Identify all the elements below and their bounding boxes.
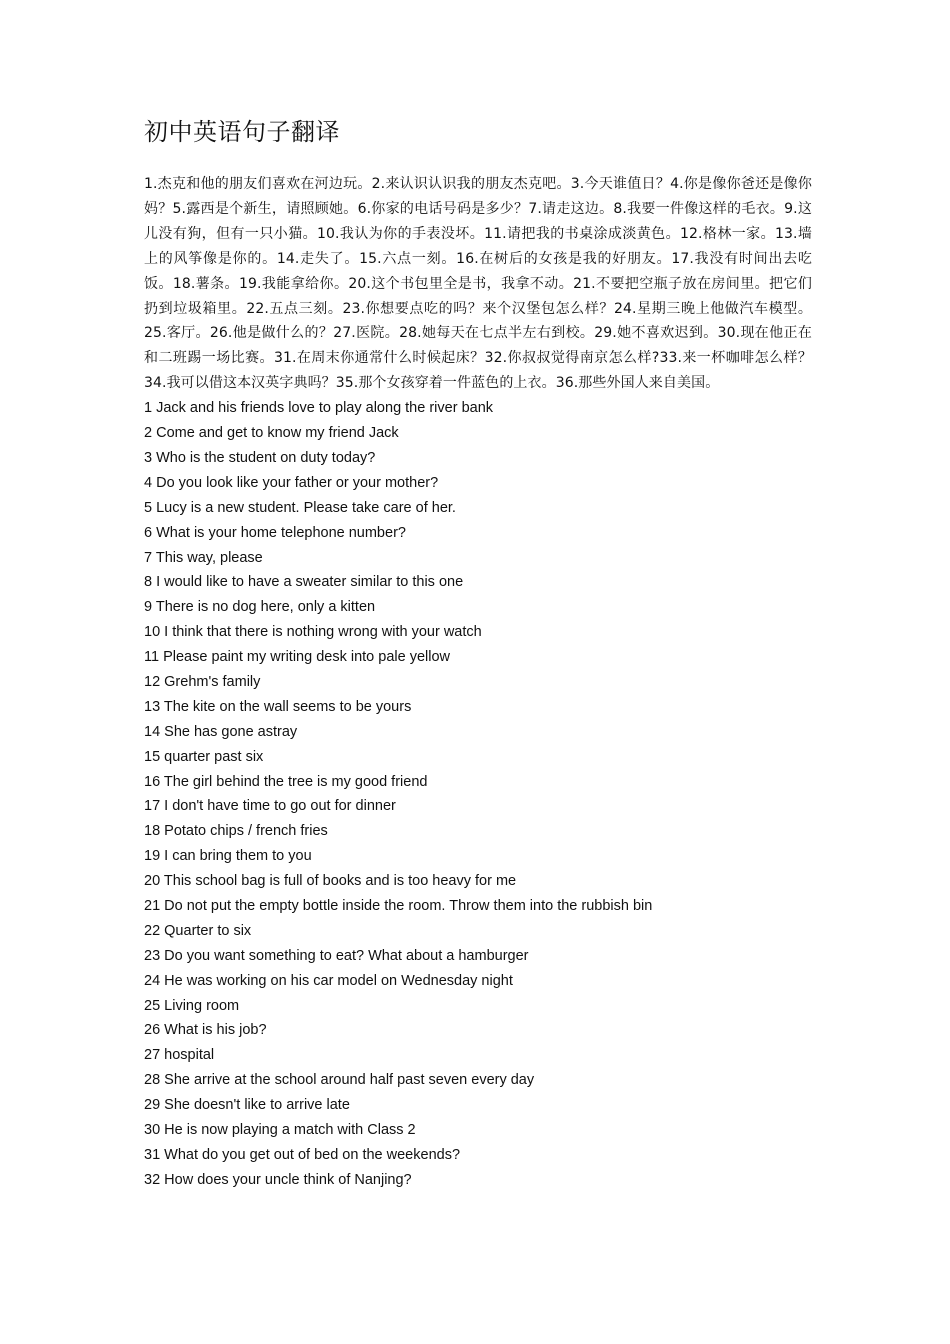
english-translation-line: 4 Do you look like your father or your mother? xyxy=(144,474,439,491)
document-page xyxy=(144,112,812,1193)
english-translation-line: 6 What is your home telephone number? xyxy=(144,524,406,541)
english-translation-line: 7 This way, please xyxy=(144,549,263,566)
english-translation-line: 11 Please paint my writing desk into pale yellow xyxy=(144,649,451,666)
chinese-sentences-paragraph: 1.杰克和他的朋友们喜欢在河边玩。2.来认识认识我的朋友杰克吧。3.今天谁值日？4.你是像你爸还是像你妈？5.露西是个新生，请照顾她。6.你家的电话号码是多少？7.请走这边。8.我要一件像这样的毛衣。9.这儿没有狗，但有一只小猫。10.我认为你的手表没坏。11.请把我的书桌涂成淡黄色。12.格林一家。13.墙上的风筝像是你的。14.走失了。15.六点一刻。16.在树后的女孩是我的好朋友。17.我没有时间出去吃饭。18.薯条。19.我能拿给你。20.这个书包里全是书，我拿不动。21.不要把空瓶子放在房间里。把它们扔到垃圾箱里。22.五点三刻。23.你想要点吃的吗？来个汉堡包怎么样？24.星期三晚上他做汽车模型。25.客厅。26.他是做什么的？27.医院。28.她每天在七点半左右到校。29.她不喜欢迟到。30.现在他正在和二班踢一场比赛。31.在周末你通常什么时候起床？32.你叔叔觉得南京怎么样?33.来一杯咖啡怎么样？34.我可以借这本汉英字典吗？35.那个女孩穿着一件蓝色的上衣。36.那些外国人来自美国。 xyxy=(144,176,812,392)
english-translations-list xyxy=(144,396,812,1193)
english-translation-line: 2 Come and get to know my friend Jack xyxy=(144,425,399,442)
english-translation-line: 8 I would like to have a sweater similar to this one xyxy=(144,574,464,591)
english-translation-line: 12 Grehm's family xyxy=(144,673,261,690)
english-translation-line: 14 She has gone astray xyxy=(144,723,298,740)
english-translation-line: 29 She doesn't like to arrive late xyxy=(144,1097,350,1114)
english-translation-line: 27 hospital xyxy=(144,1047,215,1064)
english-translation-line: 5 Lucy is a new student. Please take care of her. xyxy=(144,499,456,516)
english-translation-line: 22 Quarter to six xyxy=(144,922,252,939)
english-translation-line: 23 Do you want something to eat? What about a hamburger xyxy=(144,947,529,964)
english-translation-line: 3 Who is the student on duty today? xyxy=(144,449,376,466)
english-translation-line: 19 I can bring them to you xyxy=(144,848,312,865)
english-translation-line: 13 The kite on the wall seems to be yours xyxy=(144,698,412,715)
english-translation-line: 9 There is no dog here, only a kitten xyxy=(144,599,376,616)
english-translation-line: 18 Potato chips / french fries xyxy=(144,823,328,840)
english-translation-line: 21 Do not put the empty bottle inside the room. Throw them into the rubbish bin xyxy=(144,897,653,914)
english-translation-line: 26 What is his job? xyxy=(144,1022,267,1039)
english-translation-line: 20 This school bag is full of books and is too heavy for me xyxy=(144,873,517,890)
english-translation-line: 28 She arrive at the school around half past seven every day xyxy=(144,1072,535,1089)
document-title: 初中英语句子翻译 xyxy=(144,118,340,146)
english-translation-line: 30 He is now playing a match with Class 2 xyxy=(144,1121,416,1138)
english-translation-line: 31 What do you get out of bed on the weekends? xyxy=(144,1146,461,1163)
english-translation-line: 15 quarter past six xyxy=(144,748,264,765)
english-translation-line: 16 The girl behind the tree is my good friend xyxy=(144,773,428,790)
english-translation-line: 17 I don't have time to go out for dinner xyxy=(144,798,396,815)
english-translation-line: 1 Jack and his friends love to play along the river bank xyxy=(144,400,494,417)
english-translation-line: 10 I think that there is nothing wrong with your watch xyxy=(144,624,482,641)
english-translation-line: 32 How does your uncle think of Nanjing? xyxy=(144,1171,412,1188)
english-translation-line: 25 Living room xyxy=(144,997,240,1014)
english-translation-line: 24 He was working on his car model on Wednesday night xyxy=(144,972,513,989)
